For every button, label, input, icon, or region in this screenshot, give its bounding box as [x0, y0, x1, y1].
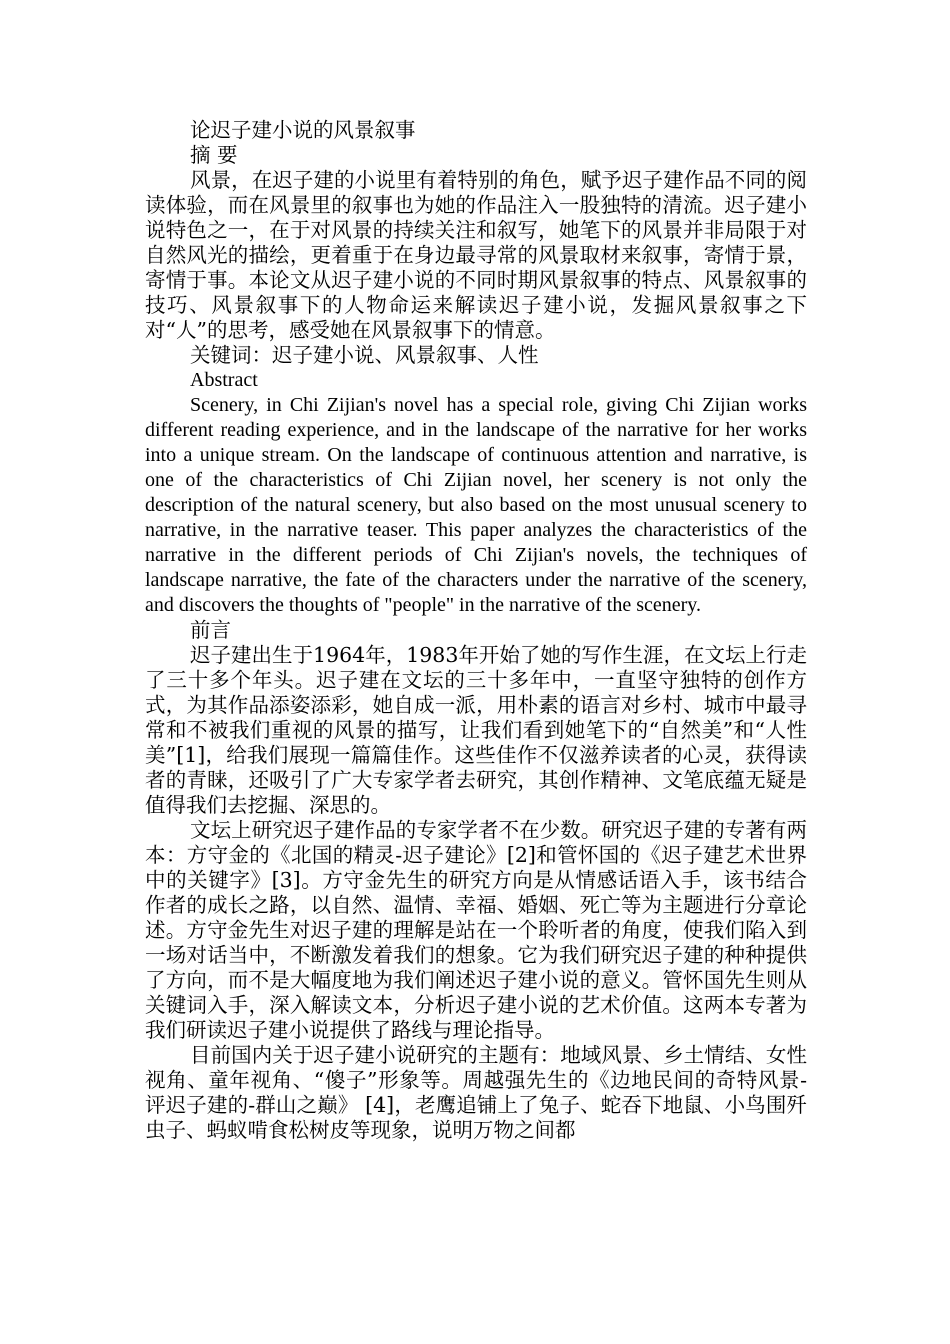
preface-heading: 前言 [190, 618, 231, 642]
keywords-line: 关键词：迟子建小说、风景叙事、人性 [190, 343, 539, 367]
abstract-en-paragraph: Scenery, in Chi Zijian's novel has a special role, giving Chi Zijian works different reading experience, and in the landscape of the narrative for her works into a unique stream. On the landscape of continuous attention and narrative, is one of the characteristics of Chi Zijian novel, her scenery is not only the description of the natural scenery, but also based on the most unusual scenery to narrative, in the narrative teaser. This paper analyzes the characteristics of the narrative in the different periods of Chi Zijian's novels, the techniques of landscape narrative, the fate of the characters under the narrative of the scenery, and discovers the thoughts of "people" in the narrative of the scenery. [145, 394, 807, 616]
abstract-heading: 摘 要 [190, 143, 238, 167]
abstract-cn-paragraph: 风景，在迟子建的小说里有着特别的角色，赋予迟子建作品不同的阅读体验，而在风景里的叙事也为她的作品注入一股独特的清流。迟子建小说特色之一，在于对风景的持续关注和叙写，她笔下的风景并非局限于对自然风光的描绘，更着重于在身边最寻常的风景取材来叙事，寄情于景，寄情于事。本论文从迟子建小说的不同时期风景叙事的特点、风景叙事的技巧、风景叙事下的人物命运来解读迟子建小说，发掘风景叙事之下对“人”的思考，感受她在风景叙事下的情意。 [145, 168, 807, 342]
preface-paragraph-2: 文坛上研究迟子建作品的专家学者不在少数。研究迟子建的专著有两本：方守金的《北国的精灵-迟子建论》[2]和管怀国的《迟子建艺术世界中的关键字》[3]。方守金先生的研究方向是从情感话语入手，该书结合作者的成长之路，以自然、温情、幸福、婚姻、死亡等为主题进行分章论述。方守金先生对迟子建的理解是站在一个聆听者的角度，使我们陷入到一场对话当中，不断激发着我们的想象。它为我们研究迟子建的种种提供了方向，而不是大幅度地为我们阐述迟子建小说的意义。管怀国先生则从关键词入手，深入解读文本，分析迟子建小说的艺术价值。这两本专著为我们研读迟子建小说提供了路线与理论指导。 [145, 818, 807, 1042]
abstract-en-heading: Abstract [190, 369, 258, 391]
document-page [145, 118, 807, 1143]
preface-paragraph-3: 目前国内关于迟子建小说研究的主题有：地域风景、乡土情结、女性视角、童年视角、“傻子”形象等。周越强先生的《边地民间的奇特风景-评迟子建的-群山之巅》 [4]，老鹰追铺上了兔子、蛇吞下地鼠、小鸟围歼虫子、蚂蚁啃食松树皮等现象，说明万物之间都 [145, 1043, 807, 1142]
doc-title: 论迟子建小说的风景叙事 [190, 118, 416, 142]
preface-paragraph-1: 迟子建出生于1964年，1983年开始了她的写作生涯，在文坛上行走了三十多个年头。迟子建在文坛的三十多年中，一直坚守独特的创作方式，为其作品添姿添彩，她自成一派，用朴素的语言对乡村、城市中最寻常和不被我们重视的风景的描写，让我们看到她笔下的“自然美”和“人性美”[1]，给我们展现一篇篇佳作。这些佳作不仅滋养读者的心灵，获得读者的青睐，还吸引了广大专家学者去研究，其创作精神、文笔底蕴无疑是值得我们去挖掘、深思的。 [145, 643, 807, 817]
